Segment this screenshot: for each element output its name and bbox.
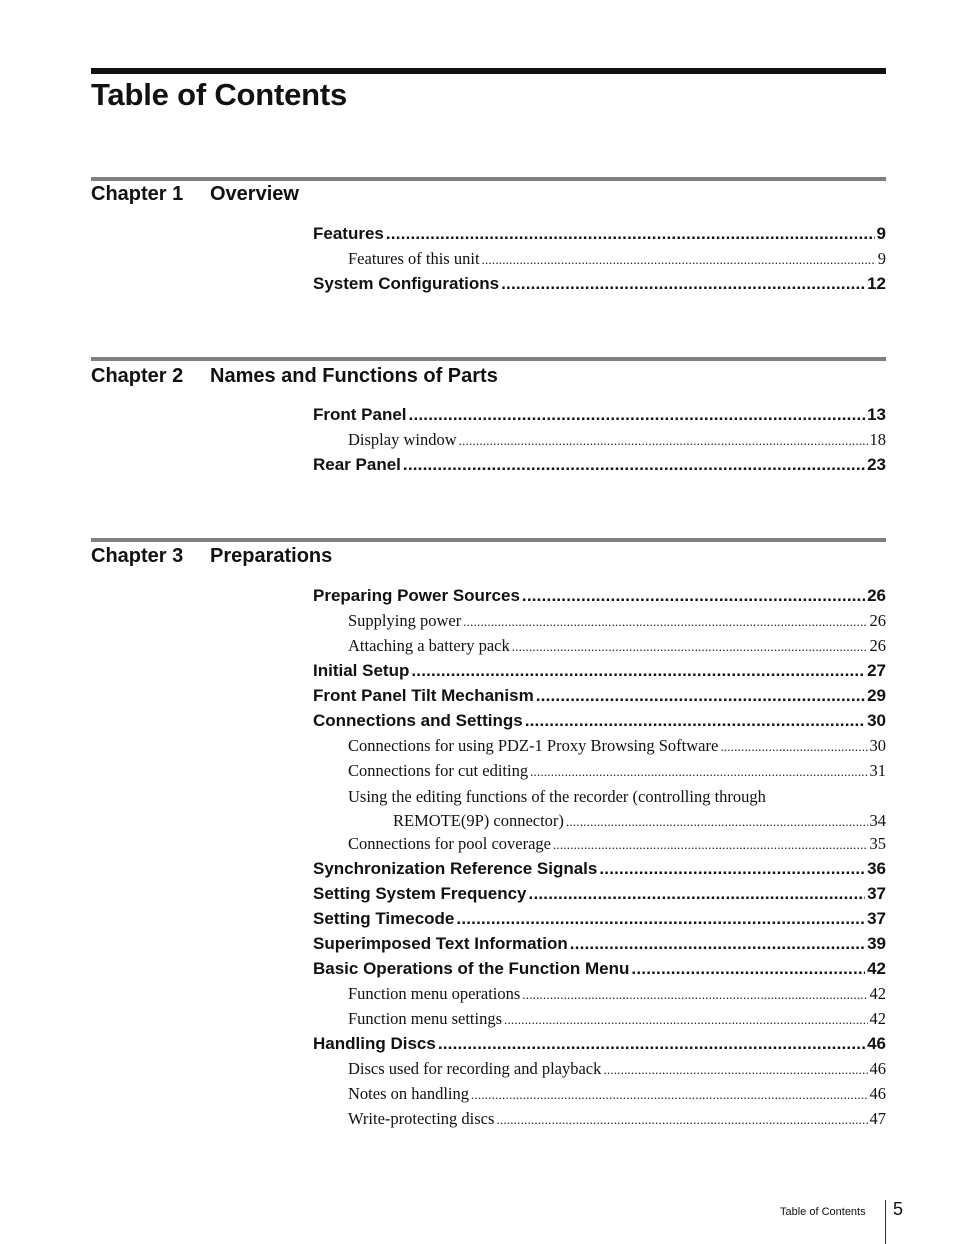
dot-leader <box>459 430 868 452</box>
dot-leader <box>631 958 865 980</box>
dot-leader <box>496 1109 867 1131</box>
toc-entry-title: System Configurations <box>313 274 500 293</box>
dot-leader <box>529 883 866 905</box>
toc-page-number: 47 <box>869 1109 886 1128</box>
chapter-name: Preparations <box>210 545 333 567</box>
toc-entry[interactable] <box>313 223 886 245</box>
toc-entry-title: Setting Timecode <box>313 909 455 928</box>
toc-page-number: 42 <box>867 959 886 978</box>
toc-entry-title: Initial Setup <box>313 661 410 680</box>
dot-leader <box>463 611 867 633</box>
dot-leader <box>603 1059 867 1081</box>
toc-subentry[interactable] <box>348 635 886 657</box>
chapter-heading <box>91 543 332 569</box>
toc-entry-title: Front Panel Tilt Mechanism <box>313 686 534 705</box>
toc-page-number: 27 <box>867 661 886 680</box>
toc-page-number: 37 <box>867 909 886 928</box>
toc-entry-title-continued: REMOTE(9P) connector) <box>393 811 564 830</box>
toc-page-number: 26 <box>869 636 886 655</box>
toc-page-number: 30 <box>867 711 886 730</box>
dot-leader <box>525 710 865 732</box>
dot-leader <box>403 454 865 476</box>
chapter-rule <box>91 357 886 361</box>
toc-entry[interactable] <box>313 585 886 607</box>
toc-entry[interactable] <box>313 710 886 732</box>
chapter-number: Chapter 3 <box>91 545 184 567</box>
toc-entry[interactable] <box>313 404 886 426</box>
dot-leader <box>522 984 867 1006</box>
toc-entry[interactable] <box>313 685 886 707</box>
chapter-name: Names and Functions of Parts <box>210 365 498 387</box>
toc-subentry[interactable] <box>348 735 886 757</box>
title-rule <box>91 68 886 74</box>
footer-section-label: Table of Contents <box>780 1206 866 1218</box>
toc-subentry[interactable] <box>348 610 886 632</box>
chapter-number: Chapter 2 <box>91 365 184 387</box>
toc-entry-title: Connections for cut editing <box>348 761 529 780</box>
toc-entry-title: Preparing Power Sources <box>313 586 520 605</box>
dot-leader <box>386 223 875 245</box>
toc-subentry[interactable] <box>348 1008 886 1030</box>
toc-entry-title: Superimposed Text Information <box>313 934 568 953</box>
toc-entry[interactable] <box>313 660 886 682</box>
toc-entry[interactable] <box>313 933 886 955</box>
toc-page-number: 18 <box>869 430 886 449</box>
toc-entry[interactable] <box>313 883 886 905</box>
toc-subentry[interactable] <box>348 248 886 270</box>
dot-leader <box>438 1033 865 1055</box>
toc-entry-title: Function menu operations <box>348 984 521 1003</box>
toc-entry-title: Discs used for recording and playback <box>348 1059 602 1078</box>
dot-leader <box>409 404 866 426</box>
toc-subentry[interactable] <box>348 786 886 832</box>
toc-subentry[interactable] <box>348 1058 886 1080</box>
toc-page-number: 46 <box>869 1059 886 1078</box>
dot-leader <box>456 908 865 930</box>
dot-leader <box>566 811 868 833</box>
toc-page-number: 34 <box>869 811 886 830</box>
dot-leader <box>553 834 868 856</box>
toc-entry-title: Handling Discs <box>313 1034 436 1053</box>
toc-entry-title: Features of this unit <box>348 249 480 268</box>
footer-page-number: 5 <box>893 1199 904 1219</box>
toc-entry-title: Using the editing functions of the recorder (controlling through <box>348 787 766 806</box>
toc-entry-title: Setting System Frequency <box>313 884 527 903</box>
toc-page-number: 30 <box>869 736 886 755</box>
toc-entry-title: Supplying power <box>348 611 462 630</box>
toc-page-number: 35 <box>869 834 886 853</box>
toc-entry-title: Attaching a battery pack <box>348 636 510 655</box>
chapter-heading <box>91 181 299 207</box>
footer-divider <box>885 1200 886 1244</box>
toc-entry-title: Synchronization Reference Signals <box>313 859 598 878</box>
toc-page-number: 26 <box>869 611 886 630</box>
dot-leader <box>536 685 865 707</box>
toc-subentry[interactable] <box>348 1083 886 1105</box>
toc-entry-title: Connections for pool coverage <box>348 834 551 853</box>
toc-subentry[interactable] <box>348 1108 886 1130</box>
toc-page-number: 29 <box>867 686 886 705</box>
dot-leader <box>570 933 865 955</box>
toc-entry[interactable] <box>313 908 886 930</box>
chapter-rule <box>91 538 886 542</box>
dot-leader <box>501 273 865 295</box>
toc-entry[interactable] <box>313 958 886 980</box>
toc-entry-title: Display window <box>348 430 457 449</box>
toc-page-number: 42 <box>869 984 886 1003</box>
chapter-heading <box>91 363 498 389</box>
chapter-number: Chapter 1 <box>91 183 184 205</box>
chapter-name: Overview <box>210 183 299 205</box>
toc-entry-title: Write-protecting discs <box>348 1109 495 1128</box>
dot-leader <box>411 660 865 682</box>
toc-entry[interactable] <box>313 1033 886 1055</box>
dot-leader <box>482 249 876 271</box>
toc-entry-title: Notes on handling <box>348 1084 469 1103</box>
toc-entry-title: Basic Operations of the Function Menu <box>313 959 630 978</box>
dot-leader <box>720 736 867 758</box>
toc-subentry[interactable] <box>348 429 886 451</box>
toc-entry[interactable] <box>313 273 886 295</box>
toc-entry-title: Function menu settings <box>348 1009 502 1028</box>
toc-page-number: 13 <box>867 405 886 424</box>
dot-leader <box>522 585 865 607</box>
dot-leader <box>599 858 865 880</box>
toc-page-number: 46 <box>867 1034 886 1053</box>
toc-entry[interactable] <box>313 858 886 880</box>
toc-entry-title: Rear Panel <box>313 455 401 474</box>
dot-leader <box>504 1009 868 1031</box>
toc-page-number: 36 <box>867 859 886 878</box>
toc-entry-title: Connections for using PDZ-1 Proxy Browsing Software <box>348 736 719 755</box>
toc-page-number: 42 <box>869 1009 886 1028</box>
toc-page-number: 39 <box>867 934 886 953</box>
toc-page-number: 9 <box>876 224 886 243</box>
toc-subentry[interactable] <box>348 983 886 1005</box>
dot-leader <box>530 761 867 783</box>
toc-subentry[interactable] <box>348 760 886 782</box>
toc-page-number: 31 <box>869 761 886 780</box>
toc-subentry[interactable] <box>348 833 886 855</box>
toc-page-number: 46 <box>869 1084 886 1103</box>
page-title: Table of Contents <box>91 77 348 112</box>
dot-leader <box>471 1084 868 1106</box>
toc-page-number: 9 <box>877 249 886 268</box>
toc-page-number: 12 <box>867 274 886 293</box>
toc-entry-title: Connections and Settings <box>313 711 523 730</box>
toc-entry[interactable] <box>313 454 886 476</box>
toc-entry-title: Front Panel <box>313 405 407 424</box>
dot-leader <box>512 636 868 658</box>
toc-page-number: 23 <box>867 455 886 474</box>
toc-entry-title: Features <box>313 224 384 243</box>
toc-page-number: 37 <box>867 884 886 903</box>
toc-page-number: 26 <box>867 586 886 605</box>
